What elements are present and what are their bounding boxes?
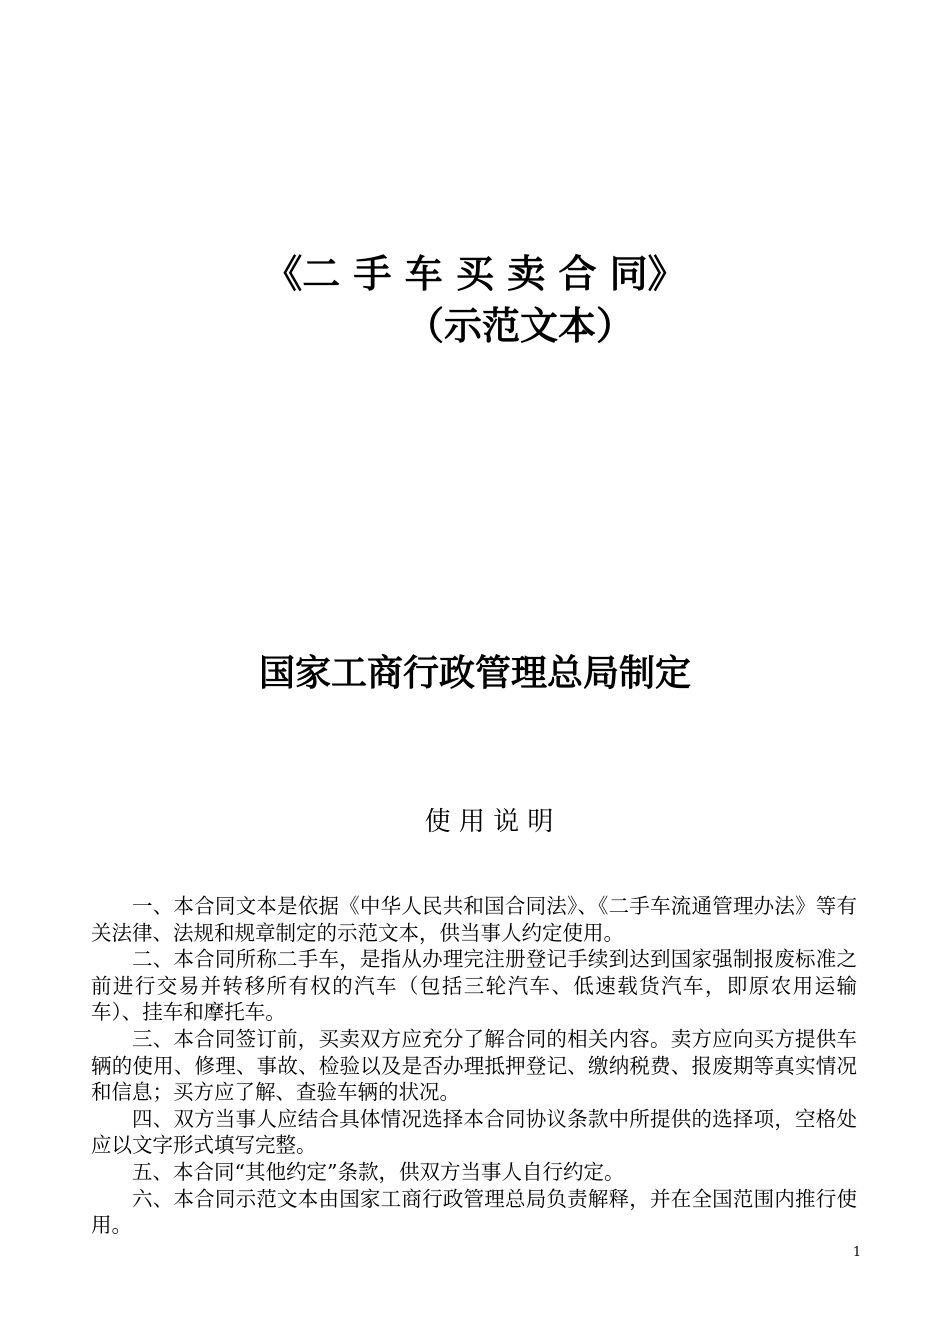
instruction-paragraph: 二、本合同所称二手车，是指从办理完注册登记手续到达到国家强制报废标准之前进行交易并转移所有权的汽车（包括三轮汽车、低速载货汽车，即原农用运输车）、挂车和摩托车。 — [91, 947, 857, 1025]
instructions-heading: 使 用 说 明 — [424, 807, 554, 837]
instruction-paragraph: 四、双方当事人应结合具体情况选择本合同协议条款中所提供的选择项，空格处应以文字形式填写完整。 — [91, 1106, 857, 1158]
page-number: 1 — [852, 1245, 862, 1260]
issuing-authority: 国家工商行政管理总局制定 — [258, 653, 691, 694]
instructions-body — [91, 893, 857, 1239]
contract-title: 《二 手 车 买 卖 合 同》 — [264, 252, 686, 296]
instruction-paragraph: 一、本合同文本是依据《中华人民共和国合同法》、《二手车流通管理办法》等有关法律、法规和规章制定的示范文本，供当事人约定使用。 — [91, 894, 857, 945]
instruction-paragraph: 六、本合同示范文本由国家工商行政管理总局负责解释，并在全国范围内推行使用。 — [91, 1186, 857, 1238]
instruction-paragraph: 三、本合同签订前，买卖双方应充分了解合同的相关内容。卖方应向买方提供车辆的使用、修理、事故、检验以及是否办理抵押登记、缴纳税费、报废期等真实情况和信息；买方应了解、查验车辆的状况。 — [91, 1026, 857, 1105]
instruction-paragraph: 五、本合同“其他约定”条款，供双方当事人自行约定。 — [132, 1159, 625, 1184]
contract-subtitle: （示范文本） — [405, 304, 634, 348]
